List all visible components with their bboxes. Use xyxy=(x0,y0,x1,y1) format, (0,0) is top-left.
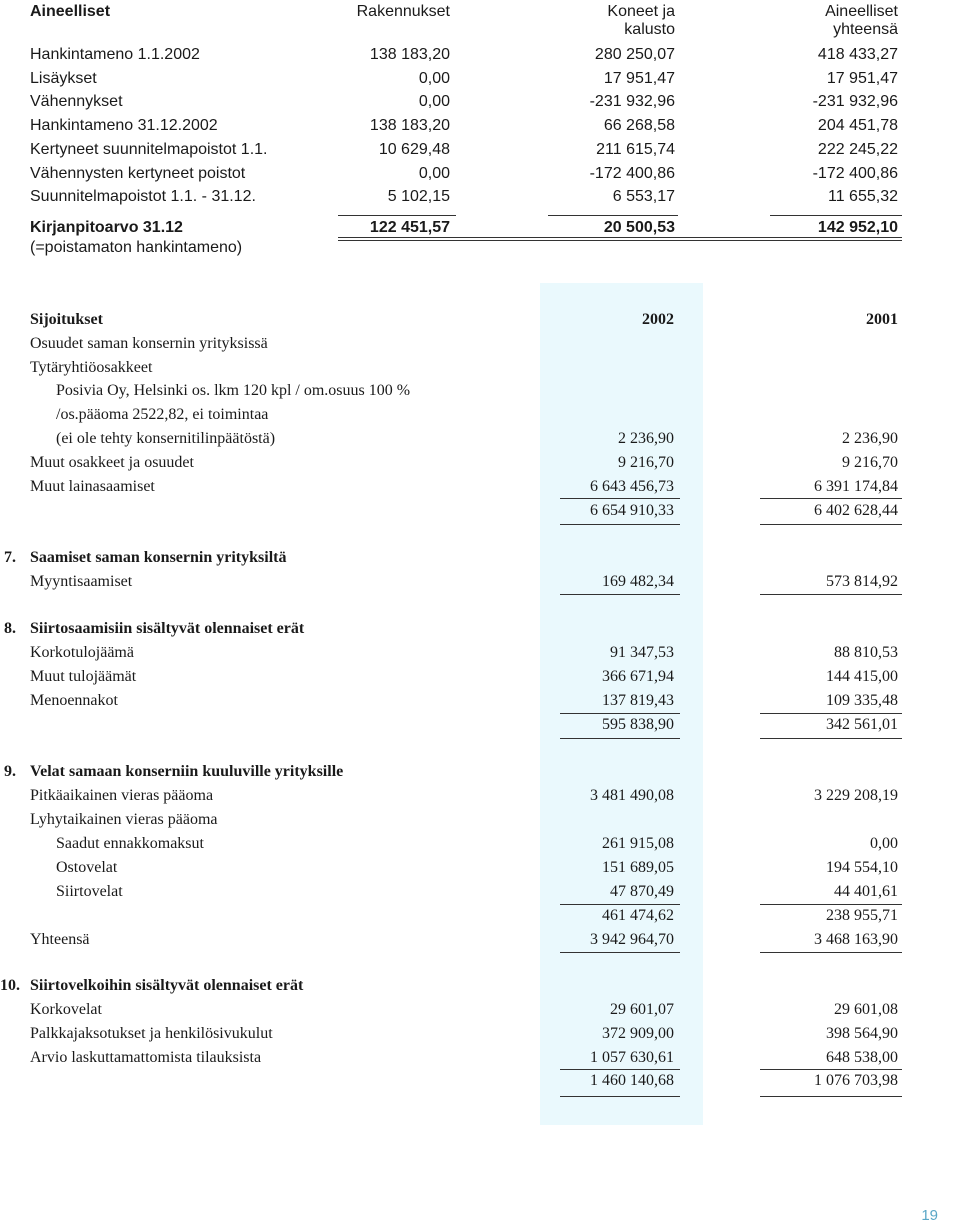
other-shares-label: Muut osakkeet ja osuudet xyxy=(30,454,194,471)
rule xyxy=(760,1096,902,1097)
value-2002: 91 347,53 xyxy=(610,644,674,661)
row-label: Saadut ennakkomaksut xyxy=(56,835,204,852)
book-value-total: 142 952,10 xyxy=(817,219,898,236)
total-2001: 6 402 628,44 xyxy=(814,502,898,519)
value-2001: 6 391 174,84 xyxy=(814,478,898,495)
subtotal-2002: 461 474,62 xyxy=(602,907,674,924)
machinery-value: 66 268,58 xyxy=(603,117,675,135)
book-value-label: Kirjanpitoarvo 31.12 xyxy=(30,219,183,236)
section-9-number: 9. xyxy=(4,763,16,780)
value-2001: 648 538,00 xyxy=(826,1049,898,1066)
total-label: Yhteensä xyxy=(30,931,90,948)
row-label: Arvio laskuttamattomista tilauksista xyxy=(30,1049,262,1066)
buildings-value: 138 183,20 xyxy=(369,46,450,63)
value-2002: 151 689,05 xyxy=(602,859,674,876)
book-value-note: (=poistamaton hankintameno) xyxy=(30,239,243,256)
posivia-line-1: Posivia Oy, Helsinki os. lkm 120 kpl / om.osuus 100 % xyxy=(56,382,411,399)
assets-header-label: Aineelliset xyxy=(30,3,111,20)
long-term-debt-label: Pitkäaikainen vieras pääoma xyxy=(30,787,214,804)
rule xyxy=(760,1069,902,1070)
value-2002: 372 909,00 xyxy=(602,1025,674,1042)
col-total-header-2: yhteensä xyxy=(833,21,898,38)
value-2001: 2 236,90 xyxy=(842,430,898,447)
value-2002: 169 482,34 xyxy=(602,573,674,590)
posivia-line-2: /os.pääoma 2522,82, ei toimintaa xyxy=(56,406,269,423)
asset-row-label: Vähennysten kertyneet poistot xyxy=(30,164,246,182)
row-label: Palkkajaksotukset ja henkilösivukulut xyxy=(30,1025,273,1042)
total-2002: 595 838,90 xyxy=(602,716,674,733)
machinery-value: 211 615,74 xyxy=(596,140,675,158)
rule xyxy=(760,738,902,739)
section-10-title: Siirtovelkoihin sisältyvät olennaiset erät xyxy=(30,977,304,994)
rule xyxy=(760,713,902,714)
rule xyxy=(548,215,678,216)
value-2002: 1 057 630,61 xyxy=(590,1049,674,1066)
buildings-value: 0,00 xyxy=(418,164,450,182)
value-2002: 9 216,70 xyxy=(618,454,674,471)
total-2002: 6 654 910,33 xyxy=(590,502,674,519)
value-2001: 29 601,08 xyxy=(834,1001,898,1018)
buildings-value: 138 183,20 xyxy=(369,117,450,135)
asset-row-label: Vähennykset xyxy=(30,93,123,111)
sales-receivables-label: Myyntisaamiset xyxy=(30,573,133,590)
row-label: Menoennakot xyxy=(30,692,118,709)
rule xyxy=(770,215,902,216)
buildings-value: 10 629,48 xyxy=(378,140,450,158)
machinery-value: 17 951,47 xyxy=(603,69,675,87)
value-2001: 3 229 208,19 xyxy=(814,787,898,804)
value-2001: 194 554,10 xyxy=(826,859,898,876)
page-number: 19 xyxy=(921,1207,938,1224)
row-label: Muut tulojäämät xyxy=(30,668,137,685)
rule xyxy=(560,952,680,953)
investments-title: Sijoitukset xyxy=(30,311,103,328)
value-2002: 47 870,49 xyxy=(610,883,674,900)
value-2001: 44 401,61 xyxy=(834,883,898,900)
subsidiary-shares-heading: Tytäryhtiöosakkeet xyxy=(30,359,153,376)
section-8-title: Siirtosaamisiin sisältyvät olennaiset erät xyxy=(30,620,305,637)
value-2002: 29 601,07 xyxy=(610,1001,674,1018)
other-loans-label: Muut lainasaamiset xyxy=(30,478,155,495)
col-buildings-header: Rakennukset xyxy=(356,3,450,20)
value-2001: 573 814,92 xyxy=(826,573,898,590)
value-2001: 109 335,48 xyxy=(826,692,898,709)
value-2002: 2 236,90 xyxy=(618,430,674,447)
total-2002: 3 942 964,70 xyxy=(590,931,674,948)
rule xyxy=(560,713,680,714)
value-2002: 6 643 456,73 xyxy=(590,478,674,495)
machinery-value: -231 932,96 xyxy=(589,93,675,111)
total-2001: 342 561,01 xyxy=(826,716,898,733)
total-value: 204 451,78 xyxy=(817,117,898,135)
rule xyxy=(560,1069,680,1070)
total-value: -172 400,86 xyxy=(812,164,898,182)
book-value-machinery: 20 500,53 xyxy=(603,219,675,236)
rule xyxy=(338,215,456,216)
asset-row-label: Hankintameno 31.12.2002 xyxy=(30,117,218,135)
machinery-value: -172 400,86 xyxy=(589,164,675,182)
section-9-title: Velat samaan konserniin kuuluville yrityksille xyxy=(30,763,344,780)
total-value: 222 245,22 xyxy=(817,140,898,158)
rule xyxy=(760,594,902,595)
asset-row-label: Hankintameno 1.1.2002 xyxy=(30,46,200,63)
section-8-number: 8. xyxy=(4,620,16,637)
asset-row-label: Suunnitelmapoistot 1.1. - 31.12. xyxy=(30,188,256,206)
value-2002: 366 671,94 xyxy=(602,668,674,685)
year-2002-header: 2002 xyxy=(642,311,674,328)
section-7-number: 7. xyxy=(4,549,16,566)
total-value: -231 932,96 xyxy=(812,93,898,111)
total-2001: 3 468 163,90 xyxy=(814,931,898,948)
value-2001: 88 810,53 xyxy=(834,644,898,661)
rule xyxy=(560,904,680,905)
asset-row-label: Lisäykset xyxy=(30,69,97,87)
year-2001-header: 2001 xyxy=(866,311,898,328)
value-2001: 0,00 xyxy=(870,835,898,852)
value-2001: 9 216,70 xyxy=(842,454,898,471)
rule xyxy=(560,738,680,739)
row-label: Siirtovelat xyxy=(56,883,123,900)
rule xyxy=(760,524,902,525)
rule xyxy=(760,952,902,953)
buildings-value: 0,00 xyxy=(418,69,450,87)
total-2001: 1 076 703,98 xyxy=(814,1072,898,1089)
machinery-value: 280 250,07 xyxy=(594,46,675,63)
posivia-line-3: (ei ole tehty konsernitilinpäätöstä) xyxy=(56,430,276,447)
short-term-debt-label: Lyhytaikainen vieras pääoma xyxy=(30,811,218,828)
total-value: 418 433,27 xyxy=(817,46,898,63)
buildings-value: 5 102,15 xyxy=(387,188,450,206)
asset-row-label: Kertyneet suunnitelmapoistot 1.1. xyxy=(30,140,268,158)
rule xyxy=(760,904,902,905)
rule xyxy=(560,1096,680,1097)
section-7-title: Saamiset saman konsernin yrityksiltä xyxy=(30,549,287,566)
col-total-header-1: Aineelliset xyxy=(825,3,898,20)
col-machinery-header-2: kalusto xyxy=(624,21,675,38)
buildings-value: 0,00 xyxy=(418,93,450,111)
total-2002: 1 460 140,68 xyxy=(590,1072,674,1089)
value-2001: 144 415,00 xyxy=(826,668,898,685)
value-2002: 3 481 490,08 xyxy=(590,787,674,804)
value-2002: 261 915,08 xyxy=(602,835,674,852)
subtotal-2001: 238 955,71 xyxy=(826,907,898,924)
rule xyxy=(560,594,680,595)
col-machinery-header-1: Koneet ja xyxy=(607,3,675,20)
double-rule xyxy=(338,237,902,241)
value-2002: 137 819,43 xyxy=(602,692,674,709)
value-2001: 398 564,90 xyxy=(826,1025,898,1042)
investments-subheading: Osuudet saman konsernin yrityksissä xyxy=(30,335,268,352)
rule xyxy=(560,524,680,525)
book-value-buildings: 122 451,57 xyxy=(369,219,450,236)
total-value: 17 951,47 xyxy=(826,69,898,87)
row-label: Ostovelat xyxy=(56,859,118,876)
section-10-number: 10. xyxy=(0,977,20,994)
rule xyxy=(760,498,902,499)
total-value: 11 655,32 xyxy=(828,188,898,206)
row-label: Korkovelat xyxy=(30,1001,102,1018)
rule xyxy=(560,498,680,499)
row-label: Korkotulojäämä xyxy=(30,644,134,661)
machinery-value: 6 553,17 xyxy=(612,188,675,206)
